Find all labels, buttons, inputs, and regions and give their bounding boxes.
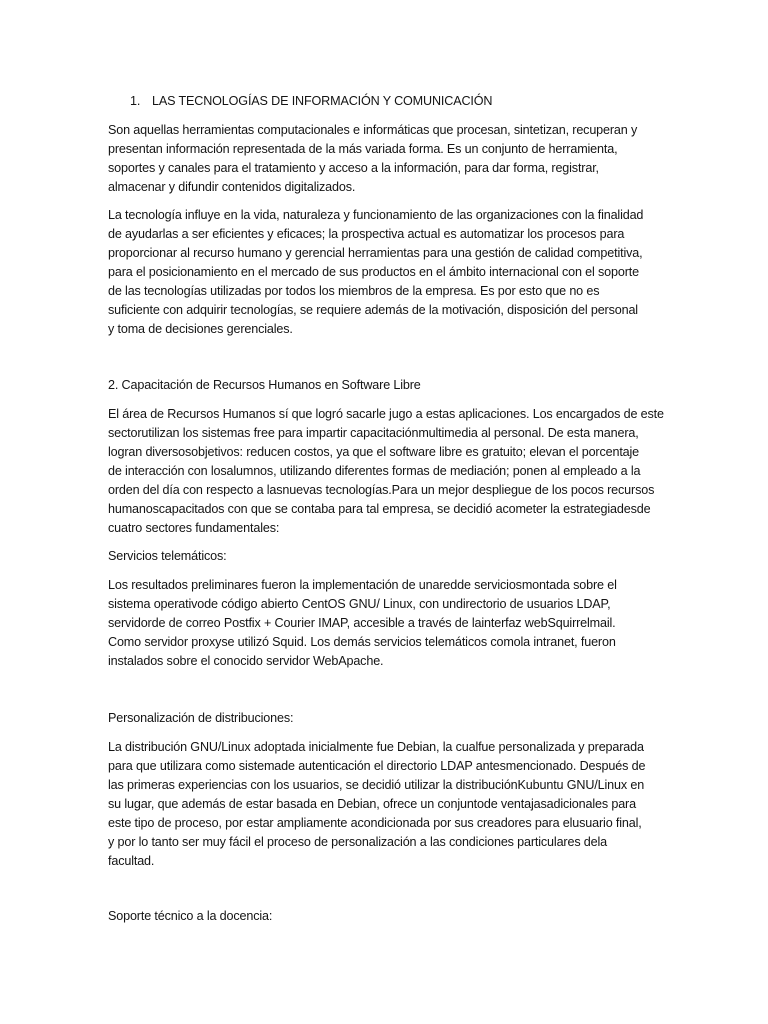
paragraph-line: presentan información representada de la más variada forma. Es un conjunto de herramienta, <box>108 142 618 156</box>
paragraph-line: de interacción con losalumnos, utilizando diferentes formas de mediación; ponen al empleado a la <box>108 464 641 478</box>
paragraph-line: almacenar y difundir contenidos digitalizados. <box>108 180 356 194</box>
paragraph-line: El área de Recursos Humanos sí que logró sacarle jugo a estas aplicaciones. Los encargados de este <box>108 407 664 421</box>
paragraph-line: servidorde de correo Postfix + Courier IMAP, accesible a través de lainterfaz webSquirrelmail. <box>108 616 616 630</box>
paragraph-line: humanoscapacitados con que se contaba para tal empresa, se decidió acometer la estrategiadesde <box>108 502 651 516</box>
paragraph-line: logran diversosobjetivos: reducen costos, ya que el software libre es gratuito; elevan el porcentaje <box>108 445 640 459</box>
paragraph-line: Los resultados preliminares fueron la implementación de unaredde serviciosmontada sobre el <box>108 578 617 592</box>
paragraph-line: y toma de decisiones gerenciales. <box>108 322 293 336</box>
paragraph-line: orden del día con respecto a lasnuevas tecnologías.Para un mejor despliegue de los pocos recursos <box>108 483 655 497</box>
paragraph-line: las primeras experiencias con los usuarios, se decidió utilizar la distribuciónKubuntu GNU/Linux en <box>108 778 645 792</box>
subheading-teaching-support: Soporte técnico a la docencia: <box>108 909 273 923</box>
paragraph-line: este tipo de proceso, por estar ampliamente acondicionada por sus creadores para elusuario final, <box>108 816 642 830</box>
paragraph-line: instalados sobre el conocido servidor WebApache. <box>108 654 384 668</box>
section-1-heading <box>130 92 492 111</box>
paragraph-line: La distribución GNU/Linux adoptada inicialmente fue Debian, la cualfue personalizada y preparada <box>108 740 644 754</box>
paragraph-line: sectorutilizan los sistemas free para impartir capacitaciónmultimedia al personal. De esta manera, <box>108 426 639 440</box>
paragraph-line: para el posicionamiento en el mercado de sus productos en el ámbito internacional con el soporte <box>108 265 639 279</box>
paragraph-line: facultad. <box>108 854 155 868</box>
paragraph-line: y por lo tanto ser muy fácil el proceso de personalización a las condiciones particulares dela <box>108 835 608 849</box>
section-1-title: LAS TECNOLOGÍAS DE INFORMACIÓN Y COMUNICACIÓN <box>152 94 493 108</box>
paragraph-line: de ayudarlas a ser eficientes y eficaces; la prospectiva actual es automatizar los procesos para <box>108 227 625 241</box>
paragraph-line: La tecnología influye en la vida, naturaleza y funcionamiento de las organizaciones con la finalidad <box>108 208 644 222</box>
paragraph-line: soportes y canales para el tratamiento y acceso a la información, para dar forma, registrar, <box>108 161 599 175</box>
section-2-heading: 2. Capacitación de Recursos Humanos en Software Libre <box>108 378 421 392</box>
paragraph-line: cuatro sectores fundamentales: <box>108 521 280 535</box>
paragraph-line: su lugar, que además de estar basada en Debian, ofrece un conjuntode ventajasadicionales para <box>108 797 636 811</box>
paragraph-line: proporcionar al recurso humano y gerencial herramientas para una gestión de calidad competitiva, <box>108 246 643 260</box>
paragraph-line: Como servidor proxyse utilizó Squid. Los demás servicios telemáticos comola intranet, fueron <box>108 635 616 649</box>
paragraph-line: Son aquellas herramientas computacionales e informáticas que procesan, sintetizan, recuperan y <box>108 123 638 137</box>
paragraph-line: de las tecnologías utilizadas por todos los miembros de la empresa. Es por esto que no es <box>108 284 600 298</box>
paragraph-line: suficiente con adquirir tecnologías, se requiere además de la motivación, disposición del personal <box>108 303 638 317</box>
subheading-distro-customization: Personalización de distribuciones: <box>108 711 294 725</box>
paragraph-line: sistema operativode código abierto CentOS GNU/ Linux, con undirectorio de usuarios LDAP, <box>108 597 611 611</box>
section-1-number: 1. <box>130 94 141 108</box>
subheading-telematic-services: Servicios telemáticos: <box>108 549 227 563</box>
paragraph-line: para que utilizara como sistemade autenticación el directorio LDAP antesmencionado. Después de <box>108 759 646 773</box>
